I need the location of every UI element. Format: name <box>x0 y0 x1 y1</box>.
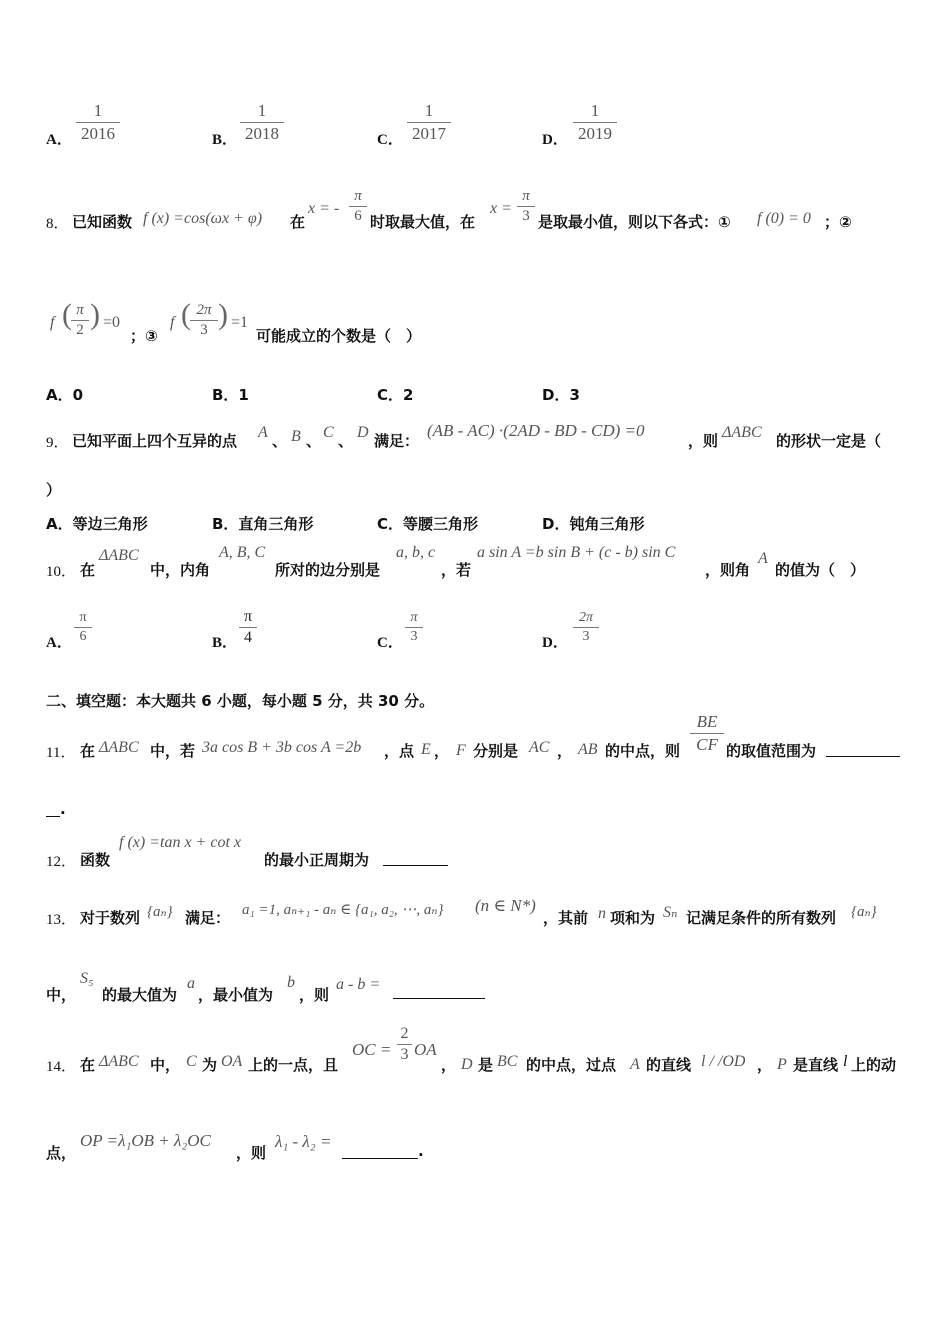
q14-segment-oa: OA <box>221 1053 243 1070</box>
q14-point-a: A <box>630 1056 640 1073</box>
q12-answer-blank[interactable] <box>383 849 448 866</box>
q8-option-b: B．1 <box>212 386 249 404</box>
q12-text-2: 的最小正周期为 <box>264 851 370 869</box>
q11-equation: 3a cos B + 3b cos A =2b <box>202 739 362 756</box>
numerator: π <box>243 608 253 625</box>
q8-function: f (x) =cos(ωx + φ) <box>143 210 263 227</box>
denominator: 6 <box>354 208 362 224</box>
q9-point-c: C <box>323 424 334 441</box>
numerator: BE <box>696 712 718 731</box>
q9-option-a: A．等边三角形 <box>46 515 148 533</box>
q14-difference: λ₁ - λ₂ = <box>275 1132 332 1151</box>
q10-option-a-label: A． <box>46 635 72 651</box>
q9-option-b: B．直角三角形 <box>212 515 314 533</box>
q11-segment-ac: AC <box>529 739 550 756</box>
q14-parallel: l / /OD <box>701 1053 746 1070</box>
question-number: 11． <box>46 745 76 761</box>
q14-end: . <box>418 1142 424 1160</box>
q10-sides: a, b, c <box>396 544 436 561</box>
q8-option-c: C．2 <box>377 386 414 404</box>
denominator: 6 <box>79 629 87 644</box>
q10-text-3: 所对的边分别是 <box>275 561 381 579</box>
q8-text-6: ；③ <box>130 327 158 345</box>
question-number: 14． <box>46 1059 77 1075</box>
numerator: 1 <box>257 101 267 120</box>
q8-text-2: 在 <box>290 213 306 231</box>
q13-text-3: ，其前 <box>543 909 589 927</box>
q13-sum-s5: S₅ <box>80 970 94 987</box>
denominator: 2 <box>76 322 84 338</box>
q9-separator: 、 <box>338 432 354 450</box>
denominator: CF <box>696 735 718 754</box>
q14-point-d: D <box>461 1056 473 1073</box>
numerator: π <box>354 188 362 204</box>
q13-text-9: ，则 <box>299 986 330 1004</box>
numerator: π <box>522 188 530 204</box>
section-2-heading: 二、填空题：本大题共 6 小题，每小题 5 分，共 30 分。 <box>46 692 435 710</box>
q13-difference: a - b = <box>336 976 381 993</box>
q11-answer-blank[interactable] <box>826 740 900 757</box>
q9-text-2: 满足： <box>374 432 420 450</box>
q11-triangle: ΔABC <box>99 739 139 756</box>
q14-text-10: 是直线 <box>793 1056 839 1074</box>
q13-text-1: 对于数列 <box>80 909 141 927</box>
q13-text-6: 中， <box>46 986 77 1004</box>
q9-option-c: C．等腰三角形 <box>377 515 479 533</box>
q11-point-f: F <box>456 742 466 759</box>
numerator: 2π <box>578 610 593 625</box>
q10-option-c-label: C． <box>377 635 403 651</box>
q11-text-6: 的取值范围为 <box>726 742 817 760</box>
q10-option-d-fraction <box>573 610 599 645</box>
q10-equation: a sin A =b sin B + (c - b) sin C <box>477 544 676 561</box>
q10-text-5: ，则角 <box>705 561 751 579</box>
numerator: 1 <box>424 101 434 120</box>
q11-text-1: 在 <box>80 742 96 760</box>
q11-text-5: 的中点，则 <box>605 742 681 760</box>
q12-text-1: 函数 <box>80 851 111 869</box>
q8-text-3: 时取最大值，在 <box>370 213 476 231</box>
q10-angle-a: A <box>758 550 768 567</box>
q10-text-4: ，若 <box>441 561 472 579</box>
denominator: 3 <box>582 629 590 644</box>
q8-text-7: 可能成立的个数是（ ） <box>256 327 422 345</box>
question-number: 13． <box>46 912 77 928</box>
q11-point-e: E <box>421 741 431 758</box>
q9-point-d: D <box>357 424 369 441</box>
q11-comma: ， <box>434 742 450 760</box>
numerator: π <box>410 610 418 625</box>
denominator: 3 <box>200 322 208 338</box>
q11-segment-ab: AB <box>578 741 598 758</box>
q9-triangle: ΔABC <box>722 424 762 441</box>
q7-option-a-label: A． <box>46 132 72 148</box>
q9-separator: 、 <box>306 432 322 450</box>
q13-text-7: 的最大值为 <box>102 986 178 1004</box>
q11-end: . <box>60 800 66 818</box>
q13-n: n <box>598 905 606 922</box>
q8-x2-fraction <box>517 188 535 225</box>
q14-fraction <box>397 1025 412 1064</box>
q13-answer-blank[interactable] <box>393 982 485 999</box>
q8-text-1: 已知函数 <box>72 213 133 231</box>
q14-text-2: 中， <box>150 1056 181 1074</box>
left-paren-icon: ( <box>181 298 191 331</box>
q10-text-6: 的值为（ ） <box>775 561 866 579</box>
q8-text-4: 是取最小值，则以下各式：① <box>538 213 731 231</box>
numerator: 1 <box>590 101 600 120</box>
q8-condition-2-fraction <box>71 302 89 339</box>
q13-b: b <box>287 974 295 991</box>
q14-point-c: C <box>186 1053 197 1070</box>
q14-point-p: P <box>777 1056 787 1073</box>
q8-condition-2-rhs: =0 <box>103 314 121 331</box>
q8-condition-1: f (0) = 0 <box>757 210 811 227</box>
q14-text-3: 为 <box>202 1056 218 1074</box>
q13-condition: a₁ =1, aₙ₊₁ - aₙ ∈ {a₁, a₂, ⋯, aₙ} <box>242 902 444 918</box>
q7-option-b-fraction <box>240 101 284 144</box>
q9-option-d: D．钝角三角形 <box>542 515 645 533</box>
q14-segment-bc: BC <box>497 1053 518 1070</box>
q8-condition-3-rhs: =1 <box>231 314 249 331</box>
q9-text-1: 已知平面上四个互异的点 <box>72 432 238 450</box>
q8-x1-lhs: x = - <box>308 200 340 217</box>
q10-triangle: ΔABC <box>99 547 139 564</box>
q7-option-c-fraction <box>407 101 451 144</box>
numerator: π <box>76 302 84 318</box>
q14-text-12: 点， <box>46 1144 77 1162</box>
q14-text-4: 上的一点，且 <box>248 1056 339 1074</box>
q13-sequence: {aₙ} <box>147 904 173 920</box>
q13-text-4: 项和为 <box>610 909 656 927</box>
q10-option-d-label: D． <box>542 635 568 651</box>
question-number: 10． <box>46 564 77 580</box>
q11-text-4: 分别是 <box>473 742 519 760</box>
q13-sequence-2: {aₙ} <box>851 904 877 920</box>
numerator: 2 <box>400 1025 409 1042</box>
q8-condition-3-fraction <box>190 302 218 339</box>
denominator: 4 <box>244 629 252 646</box>
q11-answer-blank-continued[interactable] <box>46 800 60 817</box>
q9-vector-expression: (AB - AC) ·(2AD - BD - CD) =0 <box>427 421 645 440</box>
q9-point-a: A <box>258 424 268 441</box>
q10-option-c-fraction <box>405 610 423 645</box>
q14-answer-blank[interactable] <box>342 1142 418 1159</box>
q14-oc-lhs: OC = <box>352 1040 392 1059</box>
q14-text-6: 是 <box>478 1056 494 1074</box>
q13-text-8: ，最小值为 <box>198 986 274 1004</box>
q10-angles: A, B, C <box>219 544 266 561</box>
denominator: 2019 <box>578 124 612 143</box>
q7-option-c-label: C． <box>377 132 403 148</box>
q11-ratio-fraction <box>690 712 724 755</box>
q14-triangle: ΔABC <box>99 1053 139 1070</box>
q7-option-a-fraction <box>76 101 120 144</box>
q13-a: a <box>187 975 195 992</box>
q8-text-5: ；② <box>824 213 852 231</box>
q9-separator: 、 <box>272 432 288 450</box>
q14-line-l: l <box>843 1053 848 1070</box>
q8-x2-lhs: x = <box>490 200 512 217</box>
numerator: 1 <box>93 101 103 120</box>
q8-condition-2-f: f <box>50 314 55 331</box>
q11-text-3: ，点 <box>384 742 415 760</box>
q13-sum-sn: Sₙ <box>663 904 678 921</box>
q9-text-4: 的形状一定是（ <box>776 432 882 450</box>
q8-x1-fraction <box>349 188 367 225</box>
denominator: 3 <box>522 208 530 224</box>
numerator: 2π <box>196 302 212 318</box>
denominator: 3 <box>410 629 418 644</box>
right-paren-icon: ) <box>90 298 100 331</box>
question-number: 9． <box>46 435 69 451</box>
q10-text-2: 中，内角 <box>150 561 211 579</box>
q14-text-9: ， <box>757 1056 773 1074</box>
q9-point-b: B <box>291 428 301 445</box>
q9-text-5: ） <box>46 481 62 499</box>
q7-option-d-label: D． <box>542 132 568 148</box>
q8-option-a: A．0 <box>46 386 84 404</box>
q14-vector-equation: OP =λ₁OB + λ₂OC <box>80 1131 211 1150</box>
denominator: 2018 <box>245 124 279 143</box>
q11-comma: ， <box>557 742 573 760</box>
q14-text-11: 上的动 <box>851 1056 897 1074</box>
q7-option-d-fraction <box>573 101 617 144</box>
q11-text-2: 中，若 <box>150 742 196 760</box>
right-paren-icon: ) <box>218 298 228 331</box>
question-number: 8． <box>46 216 69 232</box>
denominator: 3 <box>400 1046 409 1063</box>
q13-text-2: 满足： <box>185 909 231 927</box>
q8-option-d: D．3 <box>542 386 580 404</box>
question-number: 12． <box>46 854 77 870</box>
denominator: 2017 <box>412 124 446 143</box>
left-paren-icon: ( <box>62 298 72 331</box>
q9-text-3: ，则 <box>688 432 719 450</box>
q14-text-7: 的中点，过点 <box>526 1056 617 1074</box>
q14-text-1: 在 <box>80 1056 96 1074</box>
q14-oa-rhs: OA <box>414 1040 437 1059</box>
q14-text-8: 的直线 <box>646 1056 692 1074</box>
q10-text-1: 在 <box>80 561 96 579</box>
q14-text-13: ，则 <box>236 1144 267 1162</box>
denominator: 2016 <box>81 124 115 143</box>
q10-option-b-fraction <box>239 608 257 647</box>
q8-condition-3-f: f <box>170 314 175 331</box>
q10-option-a-fraction <box>74 610 92 645</box>
q14-text-5: ， <box>441 1056 457 1074</box>
q7-option-b-label: B． <box>212 132 238 148</box>
q13-text-5: 记满足条件的所有数列 <box>686 909 837 927</box>
numerator: π <box>79 610 87 625</box>
q13-domain: (n ∈ N*) <box>475 896 536 915</box>
q12-function: f (x) =tan x + cot x <box>119 834 241 851</box>
q10-option-b-label: B． <box>212 635 238 651</box>
